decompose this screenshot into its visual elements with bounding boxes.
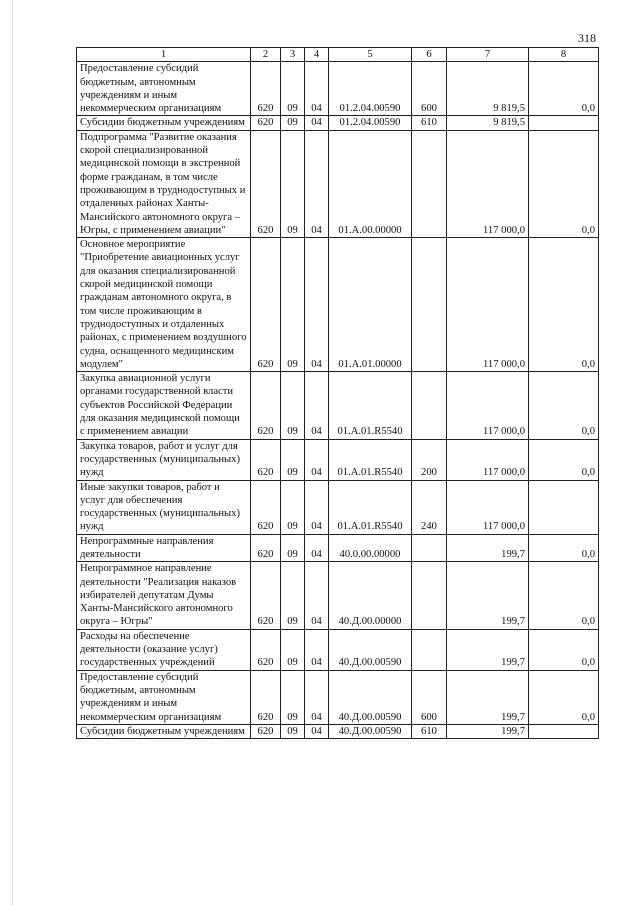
row-name: Непрограммные направления деятельности bbox=[77, 534, 251, 562]
row-amount: 199,7 bbox=[447, 629, 529, 670]
page-number: 318 bbox=[578, 31, 596, 45]
row-amount-federal bbox=[529, 116, 599, 130]
row-amount-federal: 0,0 bbox=[529, 62, 599, 116]
table-row bbox=[77, 534, 599, 562]
row-subsection: 04 bbox=[305, 130, 329, 237]
row-expense-type bbox=[412, 372, 447, 439]
row-target-article: 40.0.00.00000 bbox=[329, 534, 412, 562]
row-amount: 199,7 bbox=[447, 724, 529, 738]
col-header-4: 4 bbox=[305, 48, 329, 62]
row-amount: 117 000,0 bbox=[447, 238, 529, 372]
row-subsection: 04 bbox=[305, 62, 329, 116]
col-header-1: 1 bbox=[77, 48, 251, 62]
row-admin-code: 620 bbox=[251, 724, 281, 738]
row-name: Предоставление субсидий бюджетным, автономным учреждениям и иным некоммерческим организациям bbox=[77, 62, 251, 116]
col-header-8: 8 bbox=[529, 48, 599, 62]
row-amount-federal: 0,0 bbox=[529, 534, 599, 562]
row-expense-type: 600 bbox=[412, 62, 447, 116]
col-header-6: 6 bbox=[412, 48, 447, 62]
header-row bbox=[77, 48, 599, 62]
table-row bbox=[77, 629, 599, 670]
row-subsection: 04 bbox=[305, 629, 329, 670]
row-admin-code: 620 bbox=[251, 130, 281, 237]
col-header-7: 7 bbox=[447, 48, 529, 62]
row-subsection: 04 bbox=[305, 562, 329, 629]
row-subsection: 04 bbox=[305, 238, 329, 372]
row-amount-federal: 0,0 bbox=[529, 238, 599, 372]
row-name: Основное мероприятие "Приобретение авиационных услуг для оказания специализированной скорой медицинской помощи гражданам автономного округа, в том числе проживающим в труднодоступных и отдаленных районах, с применением воздушного судна, оснащенного медицинским модулем" bbox=[77, 238, 251, 372]
col-header-3: 3 bbox=[281, 48, 305, 62]
row-section: 09 bbox=[281, 238, 305, 372]
row-section: 09 bbox=[281, 629, 305, 670]
row-target-article: 01.А.00.00000 bbox=[329, 130, 412, 237]
row-admin-code: 620 bbox=[251, 534, 281, 562]
row-name: Закупка авиационной услуги органами государственной власти субъектов Российской Федерации для оказания медицинской помощи с применением авиации bbox=[77, 372, 251, 439]
row-name: Субсидии бюджетным учреждениям bbox=[77, 724, 251, 738]
row-amount-federal: 0,0 bbox=[529, 670, 599, 724]
row-amount: 117 000,0 bbox=[447, 130, 529, 237]
row-subsection: 04 bbox=[305, 670, 329, 724]
row-section: 09 bbox=[281, 534, 305, 562]
row-target-article: 01.А.01.R5540 bbox=[329, 439, 412, 480]
row-expense-type: 610 bbox=[412, 116, 447, 130]
row-amount: 199,7 bbox=[447, 670, 529, 724]
row-expense-type: 610 bbox=[412, 724, 447, 738]
row-amount-federal: 0,0 bbox=[529, 372, 599, 439]
table-row bbox=[77, 480, 599, 534]
scan-edge bbox=[12, 0, 14, 905]
row-admin-code: 620 bbox=[251, 480, 281, 534]
row-section: 09 bbox=[281, 724, 305, 738]
table-row bbox=[77, 670, 599, 724]
row-admin-code: 620 bbox=[251, 372, 281, 439]
row-name: Расходы на обеспечение деятельности (оказание услуг) государственных учреждений bbox=[77, 629, 251, 670]
row-amount-federal: 0,0 bbox=[529, 562, 599, 629]
row-subsection: 04 bbox=[305, 724, 329, 738]
row-admin-code: 620 bbox=[251, 629, 281, 670]
row-expense-type: 240 bbox=[412, 480, 447, 534]
row-admin-code: 620 bbox=[251, 116, 281, 130]
row-amount-federal: 0,0 bbox=[529, 130, 599, 237]
row-target-article: 40.Д.00.00590 bbox=[329, 629, 412, 670]
row-name: Подпрограмма "Развитие оказания скорой специализированной медицинской помощи в экстренной форме гражданам, в том числе проживающим в труднодоступных и отдаленных районах Ханты-Мансийского автономного округа – Югры, с применением авиации" bbox=[77, 130, 251, 237]
table-row bbox=[77, 724, 599, 738]
row-amount: 117 000,0 bbox=[447, 439, 529, 480]
row-expense-type bbox=[412, 238, 447, 372]
row-section: 09 bbox=[281, 372, 305, 439]
row-expense-type bbox=[412, 629, 447, 670]
row-section: 09 bbox=[281, 480, 305, 534]
col-header-5: 5 bbox=[329, 48, 412, 62]
row-expense-type bbox=[412, 562, 447, 629]
row-name: Предоставление субсидий бюджетным, автономным учреждениям и иным некоммерческим организациям bbox=[77, 670, 251, 724]
row-section: 09 bbox=[281, 439, 305, 480]
row-expense-type bbox=[412, 534, 447, 562]
row-admin-code: 620 bbox=[251, 238, 281, 372]
row-subsection: 04 bbox=[305, 439, 329, 480]
row-admin-code: 620 bbox=[251, 62, 281, 116]
row-subsection: 04 bbox=[305, 116, 329, 130]
table-row bbox=[77, 439, 599, 480]
row-name: Непрограммное направление деятельности "Реализация наказов избирателей депутатам Думы Ханты-Мансийского автономного округа – Югры" bbox=[77, 562, 251, 629]
table-row bbox=[77, 562, 599, 629]
row-expense-type: 200 bbox=[412, 439, 447, 480]
table-row bbox=[77, 62, 599, 116]
budget-table bbox=[76, 47, 599, 739]
row-target-article: 01.2.04.00590 bbox=[329, 116, 412, 130]
row-amount-federal bbox=[529, 480, 599, 534]
table-row bbox=[77, 130, 599, 237]
row-target-article: 40.Д.00.00590 bbox=[329, 670, 412, 724]
table-row bbox=[77, 238, 599, 372]
col-header-2: 2 bbox=[251, 48, 281, 62]
row-target-article: 01.А.01.00000 bbox=[329, 238, 412, 372]
row-amount: 117 000,0 bbox=[447, 480, 529, 534]
row-name: Субсидии бюджетным учреждениям bbox=[77, 116, 251, 130]
row-admin-code: 620 bbox=[251, 670, 281, 724]
row-subsection: 04 bbox=[305, 534, 329, 562]
row-admin-code: 620 bbox=[251, 562, 281, 629]
row-expense-type: 600 bbox=[412, 670, 447, 724]
row-section: 09 bbox=[281, 562, 305, 629]
row-amount: 9 819,5 bbox=[447, 116, 529, 130]
row-target-article: 01.А.01.R5540 bbox=[329, 372, 412, 439]
row-subsection: 04 bbox=[305, 372, 329, 439]
row-section: 09 bbox=[281, 670, 305, 724]
row-target-article: 40.Д.00.00000 bbox=[329, 562, 412, 629]
row-amount: 9 819,5 bbox=[447, 62, 529, 116]
row-amount: 199,7 bbox=[447, 562, 529, 629]
row-subsection: 04 bbox=[305, 480, 329, 534]
row-amount-federal bbox=[529, 724, 599, 738]
row-section: 09 bbox=[281, 116, 305, 130]
row-expense-type bbox=[412, 130, 447, 237]
row-amount-federal: 0,0 bbox=[529, 629, 599, 670]
row-section: 09 bbox=[281, 62, 305, 116]
row-target-article: 01.А.01.R5540 bbox=[329, 480, 412, 534]
row-target-article: 40.Д.00.00590 bbox=[329, 724, 412, 738]
table-row bbox=[77, 116, 599, 130]
row-amount: 117 000,0 bbox=[447, 372, 529, 439]
row-admin-code: 620 bbox=[251, 439, 281, 480]
row-target-article: 01.2.04.00590 bbox=[329, 62, 412, 116]
table-row bbox=[77, 372, 599, 439]
row-amount-federal: 0,0 bbox=[529, 439, 599, 480]
row-name: Иные закупки товаров, работ и услуг для обеспечения государственных (муниципальных) нужд bbox=[77, 480, 251, 534]
row-amount: 199,7 bbox=[447, 534, 529, 562]
row-section: 09 bbox=[281, 130, 305, 237]
row-name: Закупка товаров, работ и услуг для государственных (муниципальных) нужд bbox=[77, 439, 251, 480]
